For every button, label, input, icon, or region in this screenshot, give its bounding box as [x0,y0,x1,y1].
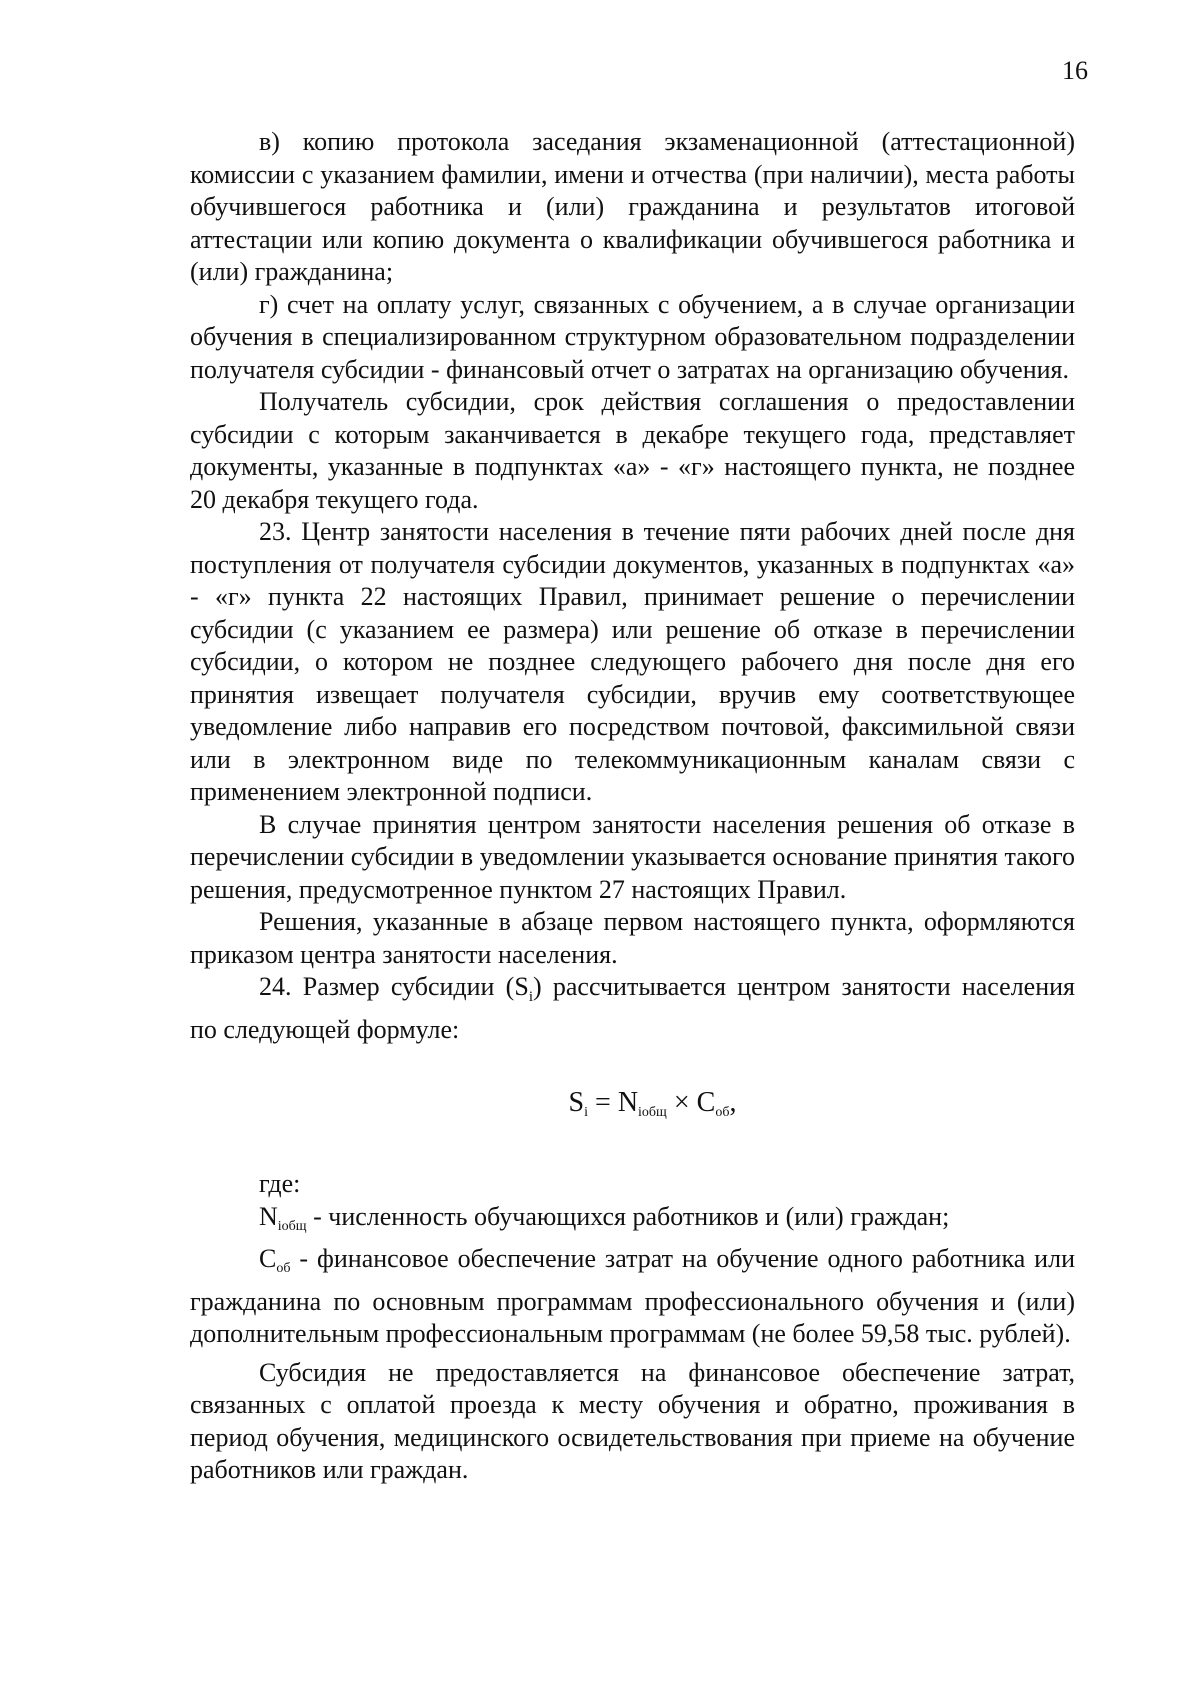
formula [190,1086,1075,1130]
formula-s-sub: i [584,1105,589,1121]
formula-s: S [568,1087,585,1119]
paragraph-24-text-b: ) рассчитывается центром занятости населения по следующей формуле: [190,972,1076,1044]
definition-c-symbol: C [259,1244,277,1274]
paragraph-g: г) счет на оплату услуг, связанных с обучением, а в случае организации обучения в специализированном структурном образовательном подразделении получателя субсидии - финансовый отчет о затратах на организацию обучения. [190,289,1075,384]
document-body [190,126,1075,1487]
paragraph-24-text-a: 24. Размер субсидии (S [259,972,529,1001]
formula-n-sub: iобщ [638,1105,667,1121]
formula-c-sub: об [715,1105,730,1121]
definition-n-text: - численность обучающихся работников и (или) граждан; [306,1201,950,1231]
formula-times: × [666,1087,697,1119]
paragraph-not-provided: Субсидия не предоставляется на финансовое обеспечение затрат, связанных с оплатой проезда к месту обучения и обратно, проживания в период обучения, медицинского освидетельствования при приеме на обучение работников или граждан. [190,1357,1075,1485]
formula-eq: = [588,1087,618,1119]
definition-c-sub: об [276,1261,291,1277]
definition-n-symbol: N [259,1201,278,1231]
paragraph-23: 23. Центр занятости населения в течение пяти рабочих дней после дня поступления от получателя субсидии документов, указанных в подпунктах «а» - «г» пункта 22 настоящих Правил, принимает решение о перечислении субсидии (с указанием ее размера) или решение об отказе в перечислении субсидии, о котором не позднее следующего рабочего дня после дня его принятия извещает получателя субсидии, вручив ему соответствующее уведомление либо направив его посредством почтовой, факсимильной связи или в электронном виде по телекоммуникационным каналам связи с применением электронной подписи. [190,517,1075,806]
paragraph-decisions: Решения, указанные в абзаце первом настоящего пункта, оформляются приказом центра занятости населения. [190,907,1075,969]
page-number: 16 [1062,56,1088,85]
paragraph-refusal: В случае принятия центром занятости населения решения об отказе в перечислении субсидии в уведомлении указывается основание принятия такого решения, предусмотренное пунктом 27 настоящих Правил. [190,809,1075,904]
paragraph-v: в) копию протокола заседания экзаменационной (аттестационной) комиссии с указанием фамилии, имени и отчества (при наличии), места работы обучившегося работника и (или) гражданина и результатов итоговой аттестации или копию документа о квалификации обучившегося работника и (или) гражданина; [190,127,1075,286]
definition-c-text: - финансовое обеспечение затрат на обучение одного работника или гражданина по основным программам профессионального обучения и (или) дополнительным профессиональным программам (не более 59,58 тыс. рублей). [190,1244,1075,1349]
formula-n: N [617,1087,639,1119]
paragraph-recipient: Получатель субсидии, срок действия соглашения о предоставлении субсидии с которым заканчивается в декабре текущего года, представляет документы, указанные в подпунктах «а» - «г» настоящего пункта, не позднее 20 декабря текущего года. [190,387,1075,514]
paragraph-24 [190,971,1075,1046]
definition-n [190,1201,1075,1244]
formula-tail: , [729,1087,737,1119]
definition-n-sub: iобщ [277,1218,307,1234]
paragraph-24-subscript: i [528,989,533,1006]
formula-c: C [696,1087,716,1119]
definition-c [190,1243,1075,1351]
where-label: где: [259,1169,301,1199]
